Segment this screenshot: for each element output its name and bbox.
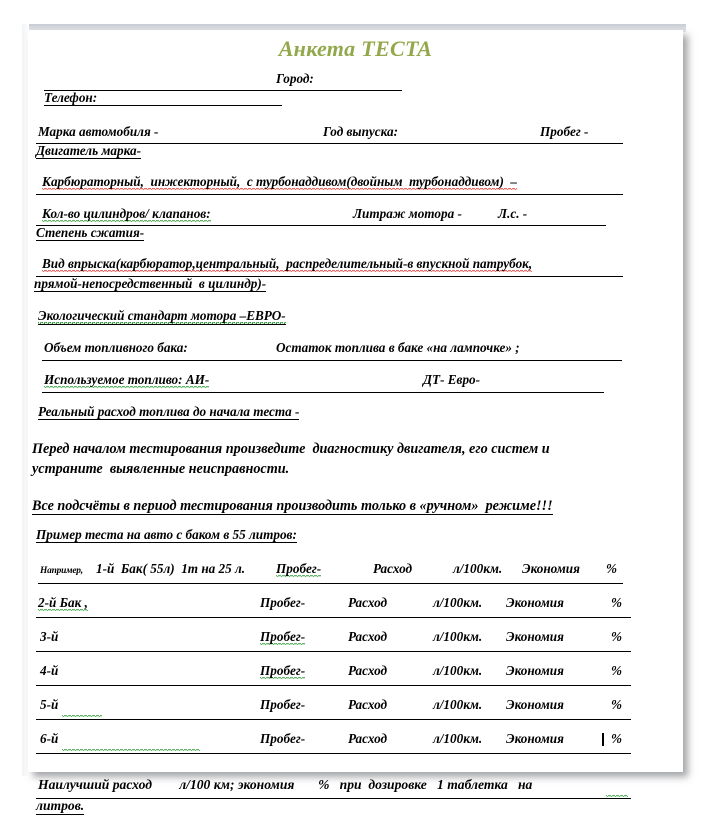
table-row-percent: % [611,697,622,712]
diagnostics-row-1 [28,442,683,462]
table-row-percent: % [611,629,622,644]
displacement-label: Литраж мотора - [353,206,462,221]
cylinders-row [28,207,683,226]
table-row-unit: л/100км. [433,595,483,610]
table-row-unit: л/100км. [433,663,483,678]
table-row-tank: 4-й [40,663,59,678]
tank-volume-label: Объем топливного бака: [44,340,188,355]
injection-label-1: Вид впрыска(карбюратор,центральный, распределительный-в впускной патрубок, [42,256,533,271]
vehicle-make-row [28,125,683,144]
table-header-consumption: Расход [373,561,413,576]
engine-types-row [28,175,683,195]
table-header-economy: Экономия [522,561,580,576]
table-header-percent: % [606,561,617,576]
summary-label-2[interactable]: литров. [36,798,85,813]
compression-row [28,226,683,245]
tank-volume-row [28,341,683,361]
fuel-used-row [28,373,683,393]
example-intro-label[interactable]: Пример теста на авто с баком в 55 литров: [36,527,297,542]
table-row-tank: 3-й [40,629,59,644]
table-row-percent: % [611,663,622,678]
cylinders-label: Кол-во цилиндров/ клапанов: [42,206,211,221]
eco-standard-label[interactable]: Экологический стандарт мотора –ЕВРО- [38,309,286,325]
table-row-unit: л/100км. [433,697,483,712]
text-cursor [602,733,604,746]
compression-label[interactable]: Степень сжатия- [36,225,145,240]
table-row-tank: 2-й Бак , [38,595,88,610]
summary-label-1: Наилучший расход л/100 км; экономия % при дозировке 1 таблетка на [38,777,533,792]
table-row [28,698,683,720]
table-row-percent: % [611,731,622,746]
injection-label-2[interactable]: прямой-непосредственный в цилиндр)- [34,276,267,291]
table-row-economy: Экономия [506,663,564,678]
table-header-unit: л/100км. [453,561,503,576]
vehicle-year-label: Год выпуска: [323,124,398,139]
engine-types-label: Карбюраторный, инжекторный, с турбонаддивом(двойным турбонаддивом) – [42,174,518,189]
table-row [28,664,683,686]
table-header-row [28,562,683,584]
fuel-diesel-label: ДТ- Евро- [423,372,481,387]
tank-reserve-label: Остаток топлива в баке «на лампочке» ; [276,340,520,355]
document-body [28,30,683,820]
table-row-mileage: Пробег- [260,697,306,712]
table-row-tank: 6-й [40,731,59,746]
example-intro-row [28,528,683,550]
manual-mode-label[interactable]: Все подсчёты в период тестирования производить только в «ручном» режиме!!! [32,498,553,514]
injection-row-2 [28,277,683,297]
table-row-unit: л/100км. [433,731,483,746]
table-row-consumption: Расход [348,731,388,746]
table-row-consumption: Расход [348,663,388,678]
diagnostics-label-2: устраните выявленные неисправности. [32,461,290,477]
table-row-consumption: Расход [348,595,388,610]
table-header-prefix: Например, [40,566,83,576]
summary-row-2 [28,799,683,820]
table-row-mileage: Пробег- [260,629,306,644]
table-row-mileage: Пробег- [260,595,306,610]
fuel-used-label: Используемое топливо: АИ- [44,372,210,387]
summary-row-1 [28,778,683,799]
injection-row-1 [28,257,683,277]
manual-mode-row [28,499,683,521]
table-row-mileage: Пробег- [260,731,306,746]
table-row-economy: Экономия [506,629,564,644]
table-header-mileage: Пробег- [276,561,322,576]
vehicle-make-label: Марка автомобиля - [38,124,159,139]
phone-label[interactable]: Телефон: [44,91,282,106]
table-row-unit: л/100км. [433,629,483,644]
diagnostics-row-2 [28,462,683,482]
table-row-economy: Экономия [506,697,564,712]
city-label: Город: [276,71,314,86]
horsepower-label: Л.с. - [498,206,528,221]
table-header-tank: 1-й Бак( 55л) 1т на 25 л. [96,561,246,576]
grammar-squiggle [62,732,200,751]
table-row-tank: 5-й [40,697,59,712]
real-consumption-row [28,405,683,425]
diagnostics-label-1: Перед началом тестирования произведите диагностику двигателя, его систем и [32,441,550,457]
grammar-squiggle [606,778,628,797]
city-underline[interactable] [44,72,402,91]
vehicle-mileage-label: Пробег - [540,124,589,139]
table-row [28,596,683,618]
table-row-consumption: Расход [348,629,388,644]
table-row [28,630,683,652]
table-row-percent: % [611,595,622,610]
phone-row [28,91,683,113]
engine-make-label[interactable]: Двигатель марка- [36,143,141,158]
grammar-squiggle [62,698,102,717]
city-row [28,72,683,91]
table-row-mileage: Пробег- [260,663,306,678]
eco-standard-row [28,309,683,329]
table-row-economy: Экономия [506,595,564,610]
engine-make-row [28,144,683,163]
table-row [28,732,683,754]
page-title: Анкета ТЕСТА [278,36,433,61]
real-consumption-label[interactable]: Реальный расход топлива до начала теста - [38,404,300,419]
document-sheet [28,30,683,813]
table-row-economy: Экономия [506,731,564,746]
table-row-consumption: Расход [348,697,388,712]
